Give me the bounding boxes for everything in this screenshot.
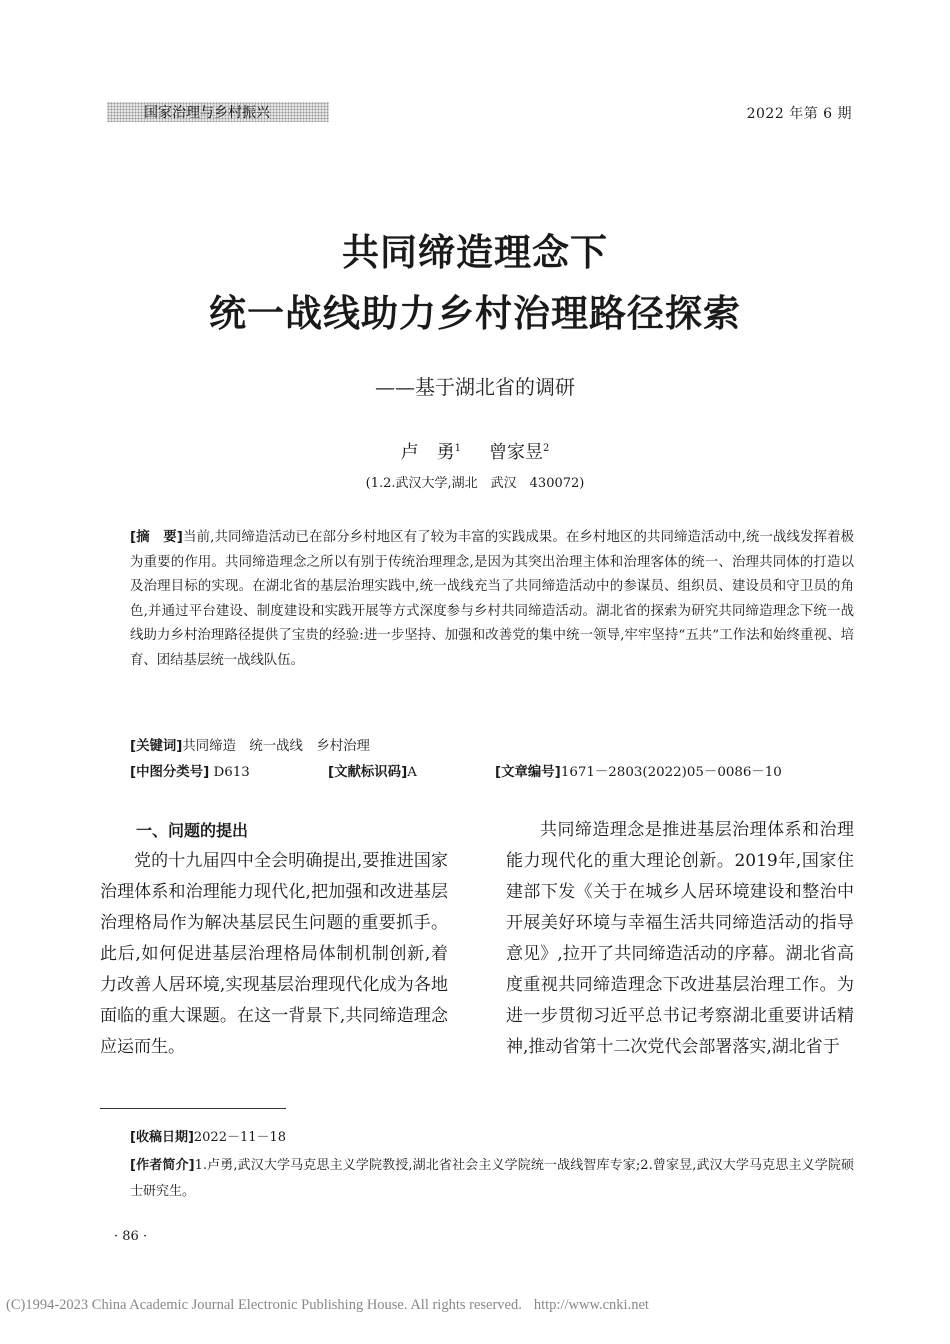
author-2-mark: 2 [543, 443, 550, 454]
author-line [0, 438, 950, 464]
author-1-mark: 1 [454, 443, 461, 454]
affiliation: (1.2.武汉大学,湖北 武汉 430072) [365, 476, 585, 491]
issue-label: 2022 年第 6 期 [746, 106, 852, 122]
classification-value: D613 [213, 765, 250, 780]
received-date [130, 1125, 854, 1151]
doc-code-label: [文献标识码] [328, 765, 408, 780]
page-number: · 86 · [114, 1229, 148, 1244]
article-number-label: [文章编号] [495, 765, 561, 780]
author-bio [130, 1153, 854, 1205]
copyright-url[interactable]: http://www.cnki.net [533, 1297, 649, 1313]
left-column [100, 815, 448, 1063]
title-line-1: 共同缔造理念下 [342, 231, 608, 274]
classification-label: [中图分类号] [130, 765, 210, 780]
received-value: 2022－11－18 [193, 1130, 287, 1145]
author-bio-label: [作者简介] [130, 1158, 195, 1173]
keywords-text: 共同缔造 统一战线 乡村治理 [182, 739, 370, 754]
section-tag-label: 国家治理与乡村振兴 [144, 105, 270, 121]
section-heading: 一、问题的提出 [136, 821, 249, 840]
copyright-notice [6, 1297, 950, 1314]
copyright-text: (C)1994-2023 China Academic Journal Electronic Publishing House. All rights reserved. [6, 1297, 522, 1313]
classification [130, 761, 250, 780]
keywords-label: [关键词] [130, 739, 183, 754]
left-paragraph: 党的十九届四中全会明确提出,要推进国家治理体系和治理能力现代化,把加强和改进基层治理格局作为解决基层民生问题的重要抓手。此后,如何促进基层治理格局体制机制创新,着力改善人居环境,实现基层治理现代化成为各地面临的重大课题。在这一背景下,共同缔造理念应运而生。 [100, 851, 448, 1057]
doc-code [328, 761, 417, 780]
section-tag [107, 102, 329, 122]
received-label: [收稿日期] [130, 1130, 194, 1145]
abstract [130, 526, 854, 674]
doc-code-value: A [407, 765, 417, 780]
article-number-value: 1671－2803(2022)05－0086－10 [560, 765, 782, 780]
right-paragraph: 共同缔造理念是推进基层治理体系和治理能力现代化的重大理论创新。2019年,国家住建部下发《关于在城乡人居环境建设和整治中开展美好环境与幸福生活共同缔造活动的指导意见》,拉开了共同缔造活动的序幕。湖北省高度重视共同缔造理念下改进基层治理工作。为进一步贯彻习近平总书记考察湖北重要讲话精神,推动省第十二次党代会部署落实,湖北省于 [506, 820, 854, 1057]
title-line-2: 统一战线助力乡村治理路径探索 [209, 292, 741, 335]
footnote-divider [100, 1108, 286, 1109]
abstract-label: [摘 要] [130, 530, 183, 545]
keywords [130, 735, 370, 754]
article-number [495, 761, 782, 780]
subtitle: ——基于湖北省的调研 [375, 375, 575, 399]
author-1-name: 卢 勇 [400, 442, 455, 463]
author-bio-text: 1.卢勇,武汉大学马克思主义学院教授,湖北省社会主义学院统一战线智库专家;2.曾家昱,武汉大学马克思主义学院硕士研究生。 [130, 1158, 854, 1199]
author-2-name: 曾家昱 [489, 442, 543, 463]
right-column [506, 815, 854, 1063]
abstract-text: 当前,共同缔造活动已在部分乡村地区有了较为丰富的实践成果。在乡村地区的共同缔造活动中,统一战线发挥着极为重要的作用。共同缔造理念之所以有别于传统治理理念,是因为其突出治理主体和治理客体的统一、治理共同体的打造以及治理目标的实现。在湖北省的基层治理实践中,统一战线充当了共同缔造活动中的参谋员、组织员、建设员和守卫员的角色,并通过平台建设、制度建设和实践开展等方式深度参与乡村共同缔造活动。湖北省的探索为研究共同缔造理念下统一战线助力乡村治理路径提供了宝贵的经验:进一步坚持、加强和改善党的集中统一领导,牢牢坚持“五共”工作法和始终重视、培育、团结基层统一战线队伍。 [130, 530, 854, 668]
